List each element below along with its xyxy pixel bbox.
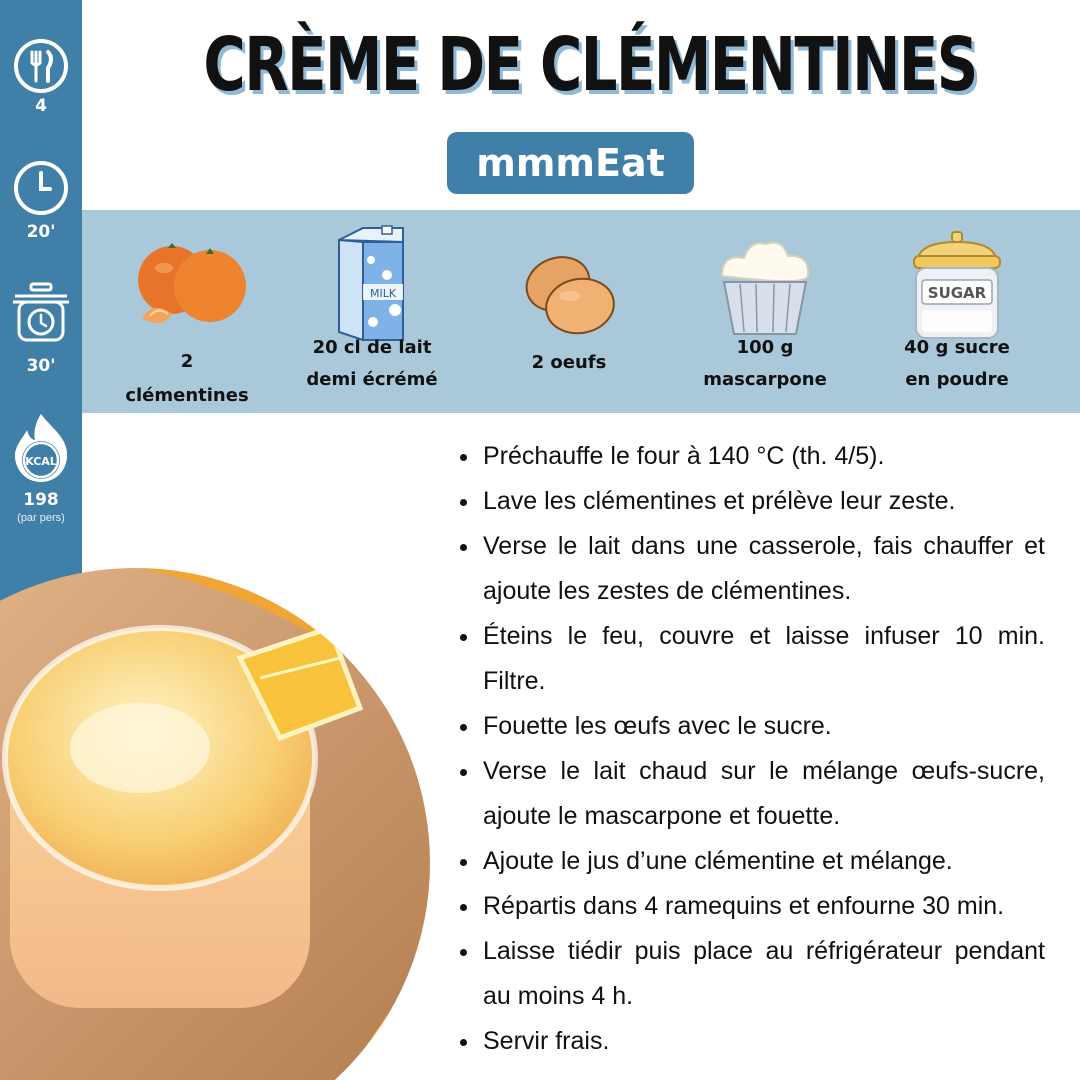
kcal-note: (par pers) (17, 512, 65, 524)
flame-icon (9, 412, 73, 484)
instruction-step: Répartis dans 4 ramequins et enfourne 30 min. (455, 884, 1045, 929)
dessert-photo (0, 568, 430, 1080)
milk-carton-text: MILK (369, 287, 397, 300)
sugar-jar-icon (872, 220, 1042, 345)
ingredient-item (680, 210, 850, 413)
instruction-step: Laisse tiédir puis place au réfrigérateur pendant au moins 4 h. (455, 929, 1045, 1019)
ingredients-band (82, 210, 1080, 413)
instruction-step: Fouette les œufs avec le sucre. (455, 704, 1045, 749)
kcal-value: 198 (23, 490, 59, 510)
ingredient-label-line1: 100 g (736, 337, 794, 358)
clementines-icon (102, 220, 272, 345)
ingredient-label-line2: en poudre (905, 369, 1009, 390)
cook-time-value: 30' (26, 356, 56, 376)
prep-time-block (0, 160, 82, 242)
instruction-step: Préchauffe le four à 140 °C (th. 4/5). (455, 434, 1045, 479)
instruction-step: Ajoute le jus d’une clémentine et mélange. (455, 839, 1045, 884)
jar-photo-illustration (0, 568, 430, 1080)
instruction-step: Lave les clémentines et prélève leur zeste. (455, 479, 1045, 524)
ingredient-label-line1: 2 oeufs (531, 352, 607, 373)
sugar-jar-text: SUGAR (927, 284, 987, 302)
ingredient-item (102, 210, 272, 413)
calories-block (0, 412, 82, 524)
brand-logo: mmmEat (447, 132, 694, 194)
info-sidebar (0, 0, 82, 640)
clock-icon (13, 160, 69, 216)
eggs-icon (484, 220, 654, 345)
kcal-label: KCAL (25, 455, 57, 468)
recipe-title: CRÈME DE CLÉMENTINES (203, 22, 977, 108)
mascarpone-icon (680, 220, 850, 345)
ingredient-label-line1: 20 cl de lait (312, 337, 432, 358)
ingredient-label-line2: mascarpone (703, 369, 827, 390)
instruction-step: Servir frais. (455, 1019, 1045, 1064)
ingredient-label-line1: 40 g sucre (904, 337, 1010, 358)
instruction-step: Éteins le feu, couvre et laisse infuser 10 min. Filtre. (455, 614, 1045, 704)
servings-value: 4 (35, 96, 47, 116)
instruction-step: Verse le lait chaud sur le mélange œufs-sucre, ajoute le mascarpone et fouette. (455, 749, 1045, 839)
prep-time-value: 20' (26, 222, 56, 242)
cook-time-block (0, 282, 82, 376)
ingredient-label-line1: 2 (180, 351, 194, 372)
ingredient-item (287, 210, 457, 413)
cooker-icon (9, 282, 73, 346)
ingredient-item (484, 210, 654, 413)
instruction-step: Verse le lait dans une casserole, fais chauffer et ajoute les zestes de clémentines. (455, 524, 1045, 614)
ingredient-label-line2: demi écrémé (306, 369, 438, 390)
cutlery-icon (13, 38, 69, 94)
milk-carton-icon (287, 220, 457, 345)
ingredient-label-line2: clémentines (125, 385, 249, 406)
servings-block (0, 38, 82, 116)
instructions-list (455, 434, 1045, 1064)
ingredient-item (872, 210, 1042, 413)
